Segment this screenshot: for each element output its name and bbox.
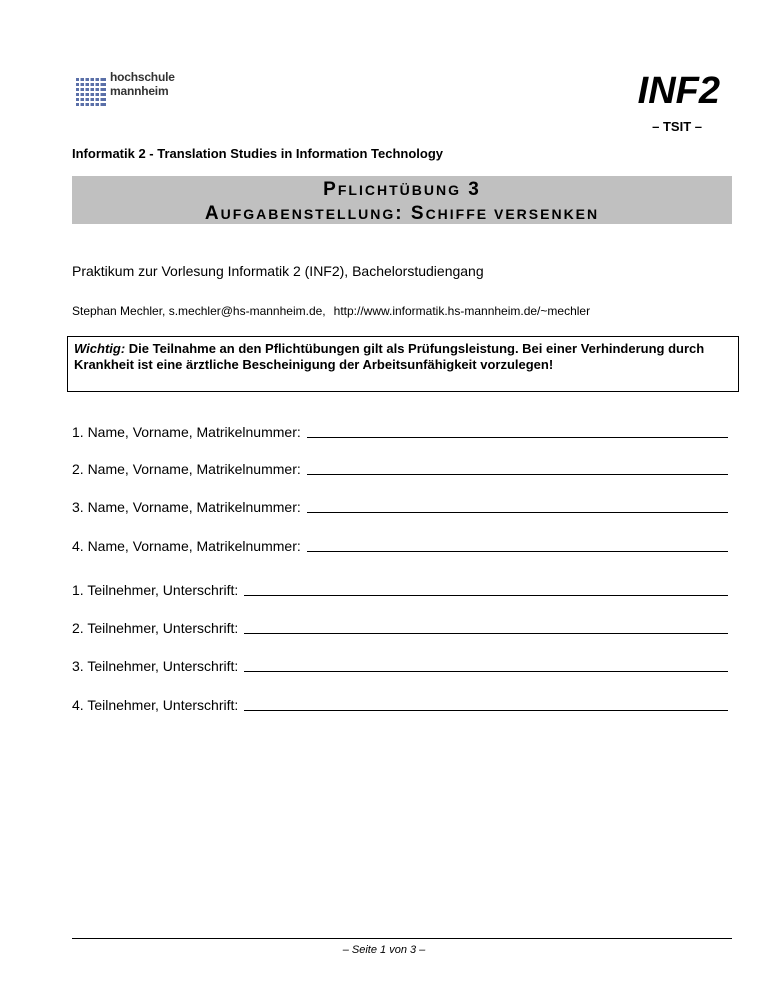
name-field-4 [72,538,728,554]
field-label: 2. Name, Vorname, Matrikelnummer: [72,461,301,477]
field-line[interactable] [307,500,728,513]
notice-box [67,336,739,392]
university-logo [76,70,236,110]
field-label: 2. Teilnehmer, Unterschrift: [72,620,239,636]
course-tag: – TSIT – [652,119,702,134]
title-banner [72,176,732,224]
field-label: 4. Name, Vorname, Matrikelnummer: [72,538,301,554]
field-line[interactable] [307,539,728,552]
signature-field-2 [72,620,728,636]
course-code: INF2 [637,70,720,112]
name-field-2 [72,461,728,477]
intro-text: Praktikum zur Vorlesung Informatik 2 (INF2), Bachelorstudiengang [72,263,484,279]
field-line[interactable] [307,462,728,475]
field-label: 4. Teilnehmer, Unterschrift: [72,697,239,713]
footer-divider [72,938,732,939]
name-field-3 [72,499,728,515]
field-line[interactable] [244,583,728,596]
signature-field-4 [72,697,728,713]
notice-label: Wichtig: [74,341,126,356]
signature-field-1 [72,582,728,598]
banner-line-2: AUFGABENSTELLUNG: SCHIFFE VERSENKEN [204,203,600,224]
field-line[interactable] [244,621,728,634]
field-line[interactable] [307,425,728,438]
logo-text: hochschule mannheim [110,70,175,98]
page-number: – Seite 1 von 3 – [342,944,426,956]
field-line[interactable] [244,659,728,672]
banner-line-1: PFLICHTÜBUNG 3 [323,179,481,200]
name-field-1 [72,424,728,440]
field-label: 3. Name, Vorname, Matrikelnummer: [72,499,301,515]
field-line[interactable] [244,698,728,711]
notice-text: Die Teilnahme an den Pflichtübungen gilt als Prüfungsleistung. Bei einer Verhinderung durch Krankheit ist eine ärztliche Bescheinigung der Arbeitsunfähigkeit vorzulegen! [74,341,705,372]
contact-person: Stephan Mechler, s.mechler@hs-mannheim.de, [72,304,326,318]
signature-field-3 [72,658,728,674]
field-label: 1. Name, Vorname, Matrikelnummer: [72,424,301,440]
field-label: 1. Teilnehmer, Unterschrift: [72,582,239,598]
logo-grid-icon [76,78,106,106]
field-label: 3. Teilnehmer, Unterschrift: [72,658,239,674]
course-subtitle: Informatik 2 - Translation Studies in Information Technology [72,146,444,161]
contact-url[interactable]: http://www.informatik.hs-mannheim.de/~mechler [333,304,591,318]
contact-line [72,304,590,318]
